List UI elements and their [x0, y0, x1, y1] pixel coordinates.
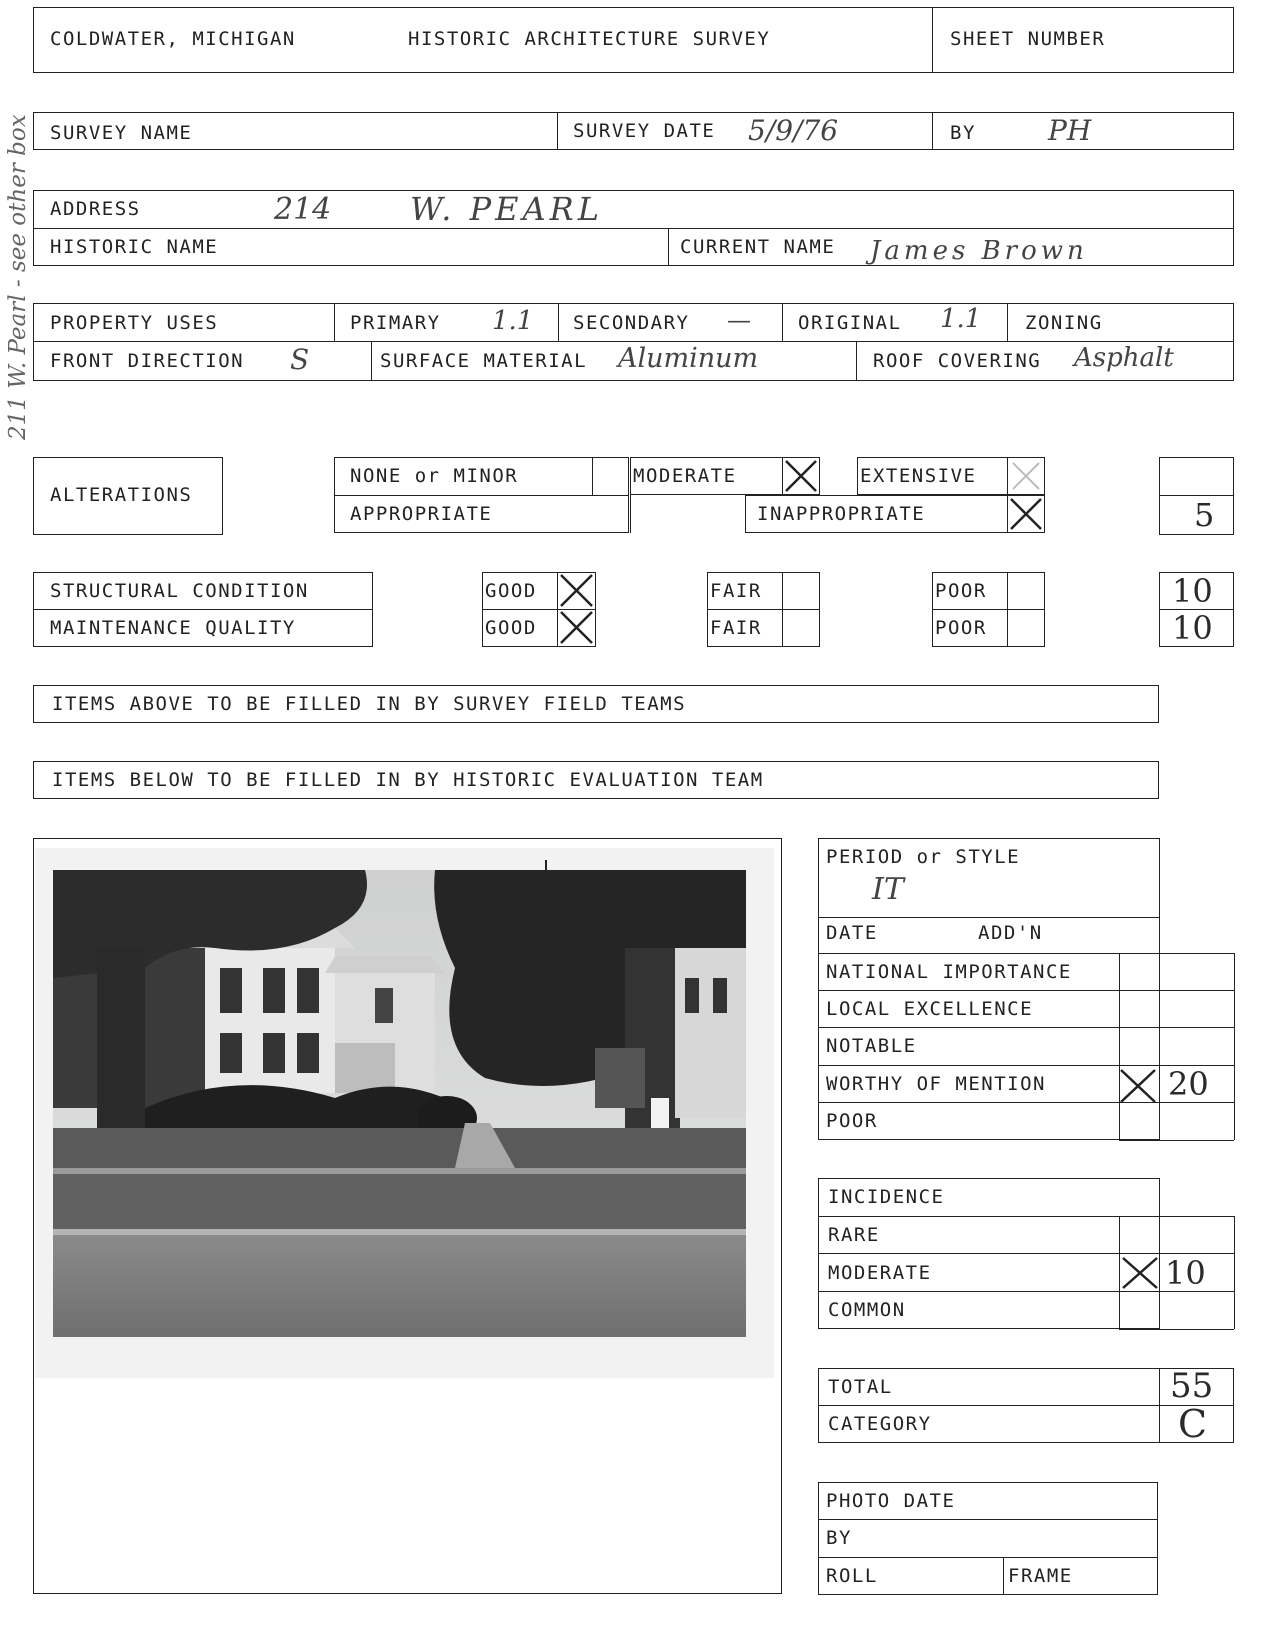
property-uses-label: PROPERTY USES	[50, 312, 219, 334]
worthy-of-mention-label: WORTHY OF MENTION	[826, 1073, 1046, 1095]
inappropriate-label: INAPPROPRIATE	[757, 503, 926, 525]
photo-date-label: PHOTO DATE	[826, 1490, 956, 1512]
none-minor-label: NONE or MINOR	[350, 465, 519, 487]
items-above-note: ITEMS ABOVE TO BE FILLED IN BY SURVEY FIELD TEAMS	[52, 693, 687, 715]
front-direction-value: S	[290, 343, 310, 376]
alterations-label: ALTERATIONS	[50, 484, 193, 506]
structural-score: 10	[1172, 572, 1213, 610]
address-street: W. PEARL	[410, 190, 603, 228]
fair-label-maintenance: FAIR	[710, 617, 762, 639]
appropriate-label: APPROPRIATE	[350, 503, 493, 525]
surface-material-label: SURFACE MATERIAL	[380, 350, 588, 372]
inappropriate-check-mark	[1007, 495, 1045, 533]
date-value: ADD'N	[978, 922, 1043, 944]
roof-covering-label: ROOF COVERING	[873, 350, 1042, 372]
historic-name-label: HISTORIC NAME	[50, 236, 219, 258]
total-label: TOTAL	[828, 1376, 893, 1398]
extensive-erased-mark	[1007, 457, 1045, 495]
secondary-value: —	[727, 306, 751, 334]
worthy-score: 20	[1168, 1065, 1209, 1103]
category-value: C	[1178, 1402, 1208, 1446]
items-below-note: ITEMS BELOW TO BE FILLED IN BY HISTORIC EVALUATION TEAM	[52, 769, 764, 791]
header-city: COLDWATER, MICHIGAN	[50, 28, 296, 50]
photo-top-tick	[545, 860, 547, 874]
survey-date-value: 5/9/76	[748, 114, 839, 147]
extensive-label: EXTENSIVE	[860, 465, 977, 487]
fair-label-structural: FAIR	[710, 580, 762, 602]
poor-label-maintenance: POOR	[935, 617, 987, 639]
common-label: COMMON	[828, 1299, 906, 1321]
alterations-score: 5	[1194, 496, 1215, 534]
incidence-moderate-check-mark	[1119, 1254, 1161, 1292]
good-structural-check-mark	[557, 572, 596, 609]
front-direction-label: FRONT DIRECTION	[50, 350, 245, 372]
side-handwritten-note: 211 W. Pearl - see other box	[5, 114, 31, 440]
incidence-label: INCIDENCE	[828, 1186, 945, 1208]
survey-name-label: SURVEY NAME	[50, 122, 193, 144]
structural-condition-label: STRUCTURAL CONDITION	[50, 580, 309, 602]
address-number: 214	[274, 192, 332, 227]
original-value: 1.1	[940, 304, 982, 334]
evaluation-poor-label: POOR	[826, 1110, 878, 1132]
category-label: CATEGORY	[828, 1413, 932, 1435]
house-photograph	[35, 848, 774, 1378]
good-label-maintenance: GOOD	[485, 617, 537, 639]
moderate-label: MODERATE	[633, 465, 737, 487]
roll-label: ROLL	[826, 1565, 878, 1587]
period-style-label: PERIOD or STYLE	[826, 846, 1021, 868]
incidence-moderate-score: 10	[1165, 1254, 1206, 1292]
worthy-check-mark	[1117, 1066, 1159, 1106]
header-title: HISTORIC ARCHITECTURE SURVEY	[408, 28, 771, 50]
address-label: ADDRESS	[50, 198, 141, 220]
moderate-check-mark	[782, 457, 820, 495]
survey-by-label: BY	[950, 122, 976, 144]
local-excellence-label: LOCAL EXCELLENCE	[826, 998, 1034, 1020]
poor-label-structural: POOR	[935, 580, 987, 602]
total-value: 55	[1170, 1366, 1214, 1406]
rare-label: RARE	[828, 1224, 880, 1246]
photo-by-label: BY	[826, 1527, 852, 1549]
roof-covering-value: Asphalt	[1074, 343, 1174, 373]
good-maintenance-check-mark	[557, 609, 596, 646]
original-label: ORIGINAL	[798, 312, 902, 334]
surface-material-value: Aluminum	[618, 343, 759, 374]
period-style-value: IT	[872, 872, 904, 907]
frame-label: FRAME	[1008, 1565, 1073, 1587]
zoning-label: ZONING	[1025, 312, 1103, 334]
current-name-label: CURRENT NAME	[680, 236, 836, 258]
national-importance-label: NATIONAL IMPORTANCE	[826, 961, 1072, 983]
survey-date-label: SURVEY DATE	[573, 120, 716, 142]
maintenance-quality-label: MAINTENANCE QUALITY	[50, 617, 296, 639]
sheet-number-label: SHEET NUMBER	[950, 28, 1106, 50]
maintenance-score: 10	[1172, 609, 1213, 647]
incidence-moderate-label: MODERATE	[828, 1262, 932, 1284]
notable-label: NOTABLE	[826, 1035, 917, 1057]
primary-value: 1.1	[492, 306, 534, 336]
date-label: DATE	[826, 922, 878, 944]
secondary-label: SECONDARY	[573, 312, 690, 334]
current-name-value: James Brown	[870, 236, 1088, 266]
primary-label: PRIMARY	[350, 312, 441, 334]
good-label-structural: GOOD	[485, 580, 537, 602]
survey-by-value: PH	[1048, 114, 1092, 147]
